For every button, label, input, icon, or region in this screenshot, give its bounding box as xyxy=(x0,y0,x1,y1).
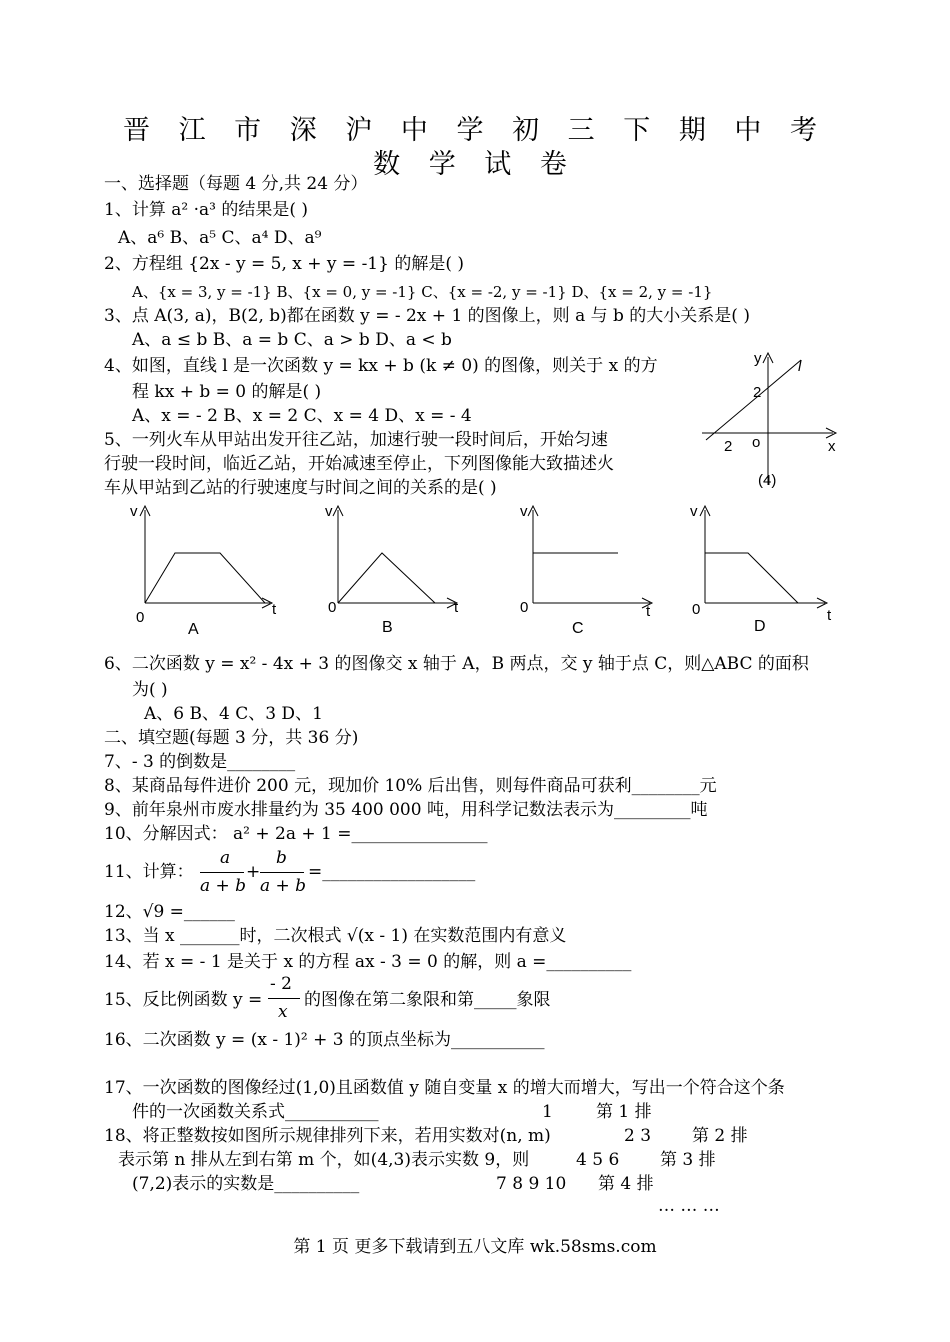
triangle-row-3-nums: 4 5 6 xyxy=(576,1150,620,1170)
triangle-row-1-nums: 1 xyxy=(542,1102,553,1122)
q5-b-v: v xyxy=(325,503,333,520)
q5-c-label: C xyxy=(572,620,584,637)
q11-num2: b xyxy=(276,848,287,868)
q18-line1: 18、将正整数按如图所示规律排列下来，若用实数对(n, m) xyxy=(104,1126,551,1146)
q5-c-t: t xyxy=(646,603,651,620)
q5-b-o: 0 xyxy=(328,599,337,616)
q5-line1: 5、一列火车从甲站出发开往乙站，加速行驶一段时间后，开始匀速 xyxy=(104,430,608,450)
q10: 10、分解因式： a² + 2a + 1 =________________ xyxy=(104,824,488,844)
q5-d-v: v xyxy=(690,503,698,520)
section-2-heading: 二、填空题(每题 3 分，共 36 分) xyxy=(104,728,359,748)
q11-den2: a + b xyxy=(260,876,307,896)
q17-line2: 件的一次函数关系式___________ xyxy=(132,1102,379,1122)
q5-d-o: 0 xyxy=(692,601,701,618)
q5-d-label: D xyxy=(754,618,766,635)
triangle-row-4-label: 第 4 排 xyxy=(598,1174,654,1194)
q4-origin: o xyxy=(752,434,761,451)
q11-num1: a xyxy=(220,848,231,868)
q14: 14、若 x = - 1 是关于 x 的方程 ax - 3 = 0 的解，则 a =__________ xyxy=(104,952,632,972)
q9: 9、前年泉州市废水排量约为 35 400 000 吨，用科学记数法表示为_________吨 xyxy=(104,800,708,820)
q3-stem: 3、点 A(3, a)，B(2, b)都在函数 y = - 2x + 1 的图像上，则 a 与 b 的大小关系是( ) xyxy=(104,306,750,326)
q4-line-label: l xyxy=(798,358,802,375)
q6-line1: 6、二次函数 y = x² - 4x + 3 的图像交 x 轴于 A，B 两点，交 y 轴于点 C，则△ABC 的面积 xyxy=(104,654,809,674)
q5-line3: 车从甲站到乙站的行驶速度与时间之间的关系的是( ) xyxy=(104,478,497,498)
q2-options: A、{x = 3, y = -1} B、{x = 0, y = -1} C、{x = -2, y = -1} D、{x = 2, y = -1} xyxy=(132,283,713,301)
q11-plus: + xyxy=(246,862,261,882)
q15-suffix: 的图像在第二象限和第_____象限 xyxy=(304,990,551,1010)
q5-c-v: v xyxy=(520,503,528,520)
q1-options: A、a⁶ B、a⁵ C、a⁴ D、a⁹ xyxy=(118,228,322,248)
q11-frac-bar-1 xyxy=(200,872,244,873)
triangle-dots: … … … xyxy=(658,1196,720,1216)
q5-a-label: A xyxy=(188,621,199,638)
q11-prefix: 11、计算： xyxy=(104,862,194,882)
q5-a-v: v xyxy=(130,503,138,520)
q4-y-axis-label: y xyxy=(754,350,762,367)
q18-line2: 表示第 n 排从左到右第 m 个，如(4,3)表示实数 9，则 xyxy=(118,1150,530,1170)
q5-graph-a xyxy=(130,503,277,638)
section-1-heading: 一、选择题（每题 4 分,共 24 分） xyxy=(104,174,368,194)
q4-stem: 4、如图，直线 l 是一次函数 y = kx + b (k ≠ 0) 的图像，则关于 x 的方 xyxy=(104,356,658,376)
q4-stem-line2: 程 kx + b = 0 的解是( ) xyxy=(132,382,322,402)
triangle-row-2-label: 第 2 排 xyxy=(692,1126,748,1146)
q15-prefix: 15、反比例函数 y = xyxy=(104,990,263,1010)
q15 xyxy=(104,974,604,1024)
q5-graphs xyxy=(120,500,840,640)
q5-d-t: t xyxy=(827,607,832,624)
q15-frac-bar xyxy=(268,998,300,999)
q18-line3: (7,2)表示的实数是__________ xyxy=(132,1174,360,1194)
triangle-row-3-label: 第 3 排 xyxy=(660,1150,716,1170)
q11-den1: a + b xyxy=(200,876,247,896)
q4-figure xyxy=(698,345,848,490)
q3-options: A、a ≤ b B、a = b C、a > b D、a < b xyxy=(132,330,452,350)
q4-caption: (4) xyxy=(758,472,777,489)
q11-suffix: =__________________ xyxy=(308,862,476,882)
q5-a-o: 0 xyxy=(136,609,145,626)
q11-frac-bar-2 xyxy=(260,872,304,873)
triangle-row-2-nums: 2 3 xyxy=(624,1126,652,1146)
q1-stem: 1、计算 a² ·a³ 的结果是( ) xyxy=(104,200,308,220)
exam-subtitle: 数 学 试 卷 xyxy=(373,149,577,180)
exam-title: 晋 江 市 深 沪 中 学 初 三 下 期 中 考 xyxy=(123,115,827,146)
triangle-row-1-label: 第 1 排 xyxy=(596,1102,652,1122)
q12: 12、√9 =______ xyxy=(104,902,235,922)
q5-graph-b xyxy=(325,503,459,636)
page-footer: 第 1 页 更多下载请到五八文库 wk.58sms.com xyxy=(293,1237,657,1257)
q16: 16、二次函数 y = (x - 1)² + 3 的顶点坐标为___________ xyxy=(104,1030,545,1050)
q5-b-label: B xyxy=(382,619,393,636)
q13: 13、当 x _______时，二次根式 √(x - 1) 在实数范围内有意义 xyxy=(104,926,567,946)
q8: 8、某商品每件进价 200 元，现加价 10% 后出售，则每件商品可获利________元 xyxy=(104,776,717,796)
q6-line2: 为( ) xyxy=(132,680,168,700)
q5-graph-d xyxy=(690,503,832,635)
q7: 7、- 3 的倒数是________ xyxy=(104,752,296,772)
q15-num: - 2 xyxy=(270,974,292,994)
q4-options: A、x = - 2 B、x = 2 C、x = 4 D、x = - 4 xyxy=(132,406,472,426)
q5-b-t: t xyxy=(454,599,459,616)
q2-stem: 2、方程组 {2x - y = 5, x + y = -1} 的解是( ) xyxy=(104,254,465,274)
q4-y-tick: 2 xyxy=(753,384,762,401)
q4-x-tick: 2 xyxy=(724,438,733,455)
q4-x-axis-label: x xyxy=(828,438,836,455)
q5-c-o: 0 xyxy=(520,599,529,616)
q17-line1: 17、一次函数的图像经过(1,0)且函数值 y 随自变量 x 的增大而增大，写出一个符合这个条 xyxy=(104,1078,785,1098)
q6-options: A、6 B、4 C、3 D、1 xyxy=(144,704,323,724)
triangle-row-4-nums: 7 8 9 10 xyxy=(496,1174,567,1194)
q15-den: x xyxy=(278,1002,288,1022)
q5-a-t: t xyxy=(272,601,277,618)
q5-line2: 行驶一段时间，临近乙站，开始减速至停止，下列图像能大致描述火 xyxy=(104,454,614,474)
q11 xyxy=(104,848,524,898)
q5-graph-c xyxy=(520,503,652,637)
